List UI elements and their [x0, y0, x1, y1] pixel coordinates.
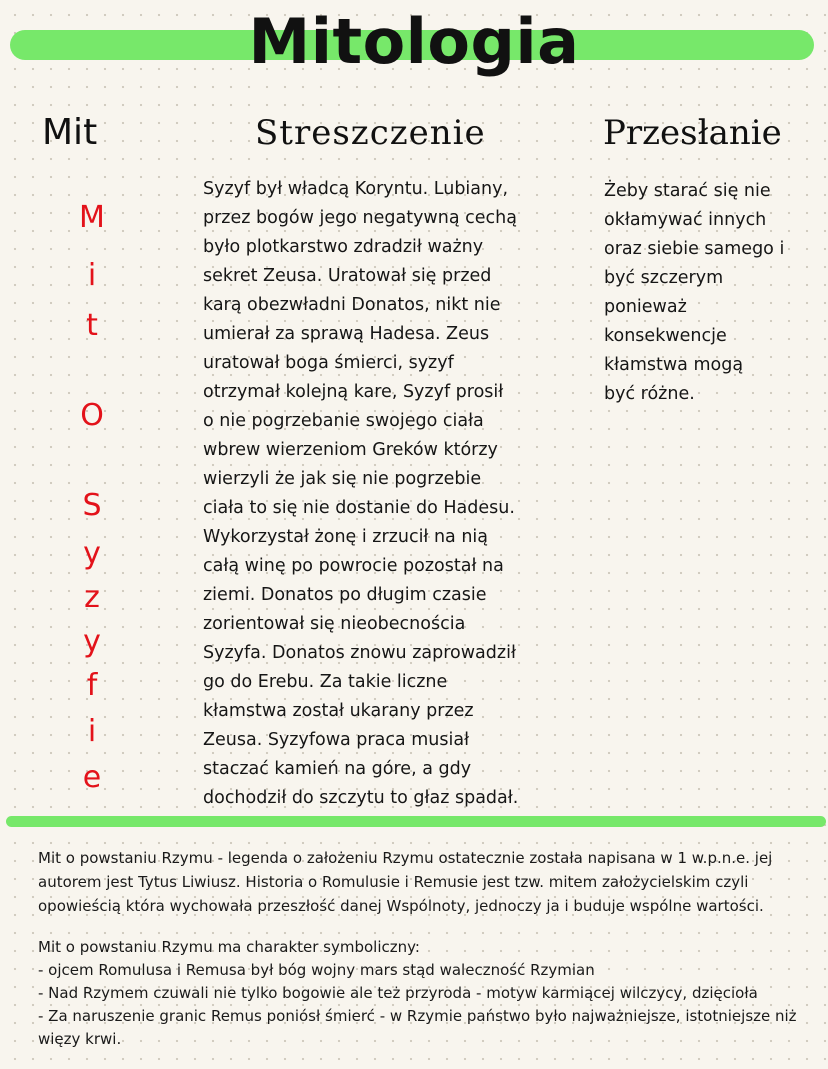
vertical-letter: M [79, 200, 105, 235]
vertical-letter: f [86, 668, 98, 703]
message-text: Żeby starać się nie okłamywać innych oraz siebie samego i być szczerym ponieważ konsekwencje kłamstwa mogą być różne. [604, 181, 785, 404]
vertical-letter: i [87, 714, 97, 749]
rome-myth-paragraph-1: Mit o powstaniu Rzymu - legenda o założeniu Rzymu ostatecznie została napisana w 1 w.p.n.e. jej autorem jest Tytus Liwiusz. Historia o Romulusie i Remusie jest tzw. mitem założycielskim czyli opowieścią która wychowała przeszłość danej Wspólnoty, jednoczy ja i buduje wspólne wartości. [38, 849, 773, 915]
column-header-summary: Streszczenie [255, 113, 486, 153]
vertical-letter: e [82, 760, 102, 795]
rome-myth-paragraph-2: Mit o powstaniu Rzymu ma charakter symboliczny: - ojcem Romulusa i Remusa był bóg wojny mars stąd waleczność Rzymian - Nad Rzymem czuwali nie tylko bogowie ale też przyroda - motyw karmiącej wilczycy, dzięcioła - Za naruszenie granic Remus poniósł śmierć - w Rzymie państwo było najważniejsze, istotniejsze niż więzy krwi. [38, 938, 797, 1048]
vertical-letter: O [80, 398, 104, 433]
column-header-message: Przesłanie [603, 113, 782, 153]
vertical-letter: y [83, 536, 101, 571]
vertical-letter: z [84, 580, 100, 615]
summary-text: Syzyf był władcą Koryntu. Lubiany, przez bogów jego negatywną cechą było plotkarstwo zdradził ważny sekret Zeusa. Uratował się przed karą obezwładni Donatos, nikt nie umierał za sprawą Hadesa. Zeus uratował boga śmierci, syzyf otrzymał kolejną kare, Syzyf prosił o nie pogrzebanie swojego ciała wbrew wierzeniom Greków którzy wierzyli że jak się nie pogrzebie ciała to się nie dostanie do Hadesu. Wykorzystał żonę i zrzucił na nią całą winę po powrocie pozostał na ziemi. Donatos po długim czasie zorientował się nieobecnościa Syzyfa. Donatos znowu zaprowadził go do Erebu. Za takie liczne kłamstwa został ukarany przez Zeusa. Syzyfowa praca musiał staczać kamień na góre, a gdy dochodził do szczytu to głaz spadał. [203, 179, 519, 808]
vertical-letter: S [82, 488, 102, 523]
page-title: Mitologia [248, 5, 580, 78]
vertical-letter: i [87, 258, 97, 293]
vertical-letter: y [83, 624, 101, 659]
section-divider [6, 816, 826, 827]
vertical-letter: t [86, 308, 98, 343]
column-header-mit: Mit [42, 112, 98, 153]
